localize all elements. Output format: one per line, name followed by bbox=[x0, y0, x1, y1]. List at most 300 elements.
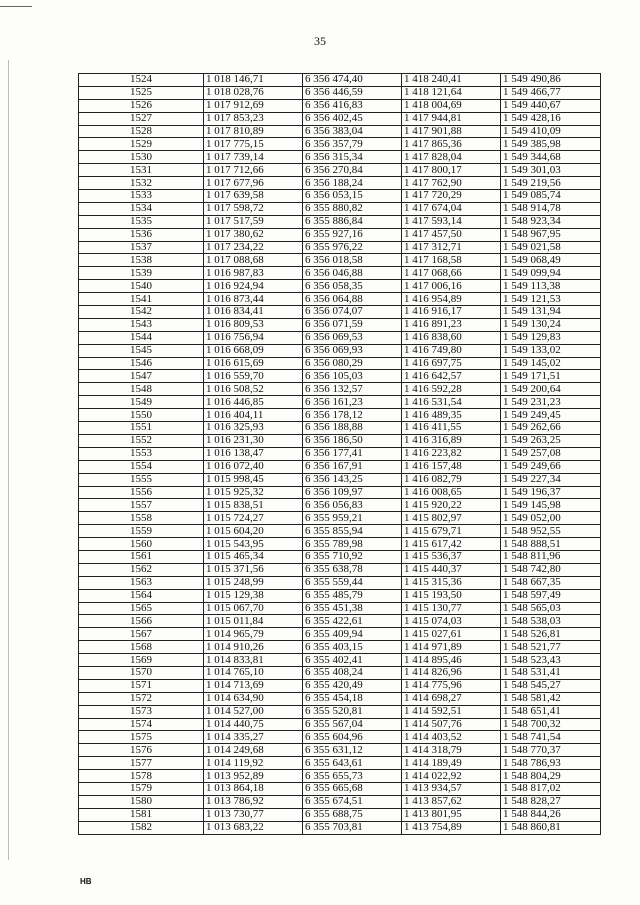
point-number-cell: 1571 bbox=[79, 679, 204, 692]
x1-cell: 1 017 088,68 bbox=[204, 254, 303, 267]
x2-cell: 1 413 801,95 bbox=[402, 808, 501, 821]
point-number-cell: 1531 bbox=[79, 164, 204, 177]
y2-cell: 1 548 565,03 bbox=[501, 602, 601, 615]
x2-cell: 1 414 189,49 bbox=[402, 757, 501, 770]
x2-cell: 1 414 775,96 bbox=[402, 679, 501, 692]
x1-cell: 1 016 404,11 bbox=[204, 409, 303, 422]
y2-cell: 1 548 967,95 bbox=[501, 228, 601, 241]
point-number-cell: 1549 bbox=[79, 396, 204, 409]
point-number-cell: 1532 bbox=[79, 177, 204, 190]
x1-cell: 1 017 677,96 bbox=[204, 177, 303, 190]
x1-cell: 1 017 598,72 bbox=[204, 202, 303, 215]
y1-cell: 6 355 665,68 bbox=[303, 782, 402, 795]
x1-cell: 1 014 119,92 bbox=[204, 757, 303, 770]
point-number-cell: 1563 bbox=[79, 576, 204, 589]
x1-cell: 1 014 335,27 bbox=[204, 731, 303, 744]
x2-cell: 1 414 971,89 bbox=[402, 641, 501, 654]
y2-cell: 1 549 129,83 bbox=[501, 331, 601, 344]
x1-cell: 1 013 786,92 bbox=[204, 795, 303, 808]
point-number-cell: 1552 bbox=[79, 434, 204, 447]
point-number-cell: 1534 bbox=[79, 202, 204, 215]
x1-cell: 1 018 146,71 bbox=[204, 74, 303, 87]
y2-cell: 1 549 200,64 bbox=[501, 383, 601, 396]
y1-cell: 6 355 643,61 bbox=[303, 757, 402, 770]
x2-cell: 1 417 312,71 bbox=[402, 241, 501, 254]
y2-cell: 1 549 113,38 bbox=[501, 280, 601, 293]
x2-cell: 1 413 754,89 bbox=[402, 821, 501, 834]
y1-cell: 6 355 520,81 bbox=[303, 705, 402, 718]
point-number-cell: 1541 bbox=[79, 293, 204, 306]
point-number-cell: 1560 bbox=[79, 538, 204, 551]
table-row bbox=[79, 473, 601, 486]
x2-cell: 1 416 008,65 bbox=[402, 486, 501, 499]
y2-cell: 1 548 844,26 bbox=[501, 808, 601, 821]
table-row bbox=[79, 228, 601, 241]
y2-cell: 1 549 133,02 bbox=[501, 344, 601, 357]
x1-cell: 1 014 527,00 bbox=[204, 705, 303, 718]
x2-cell: 1 413 857,62 bbox=[402, 795, 501, 808]
x1-cell: 1 014 440,75 bbox=[204, 718, 303, 731]
y2-cell: 1 548 742,80 bbox=[501, 563, 601, 576]
x1-cell: 1 015 838,51 bbox=[204, 499, 303, 512]
point-number-cell: 1573 bbox=[79, 705, 204, 718]
x1-cell: 1 016 834,41 bbox=[204, 306, 303, 319]
y1-cell: 6 356 105,03 bbox=[303, 370, 402, 383]
y1-cell: 6 355 638,78 bbox=[303, 563, 402, 576]
x2-cell: 1 416 642,57 bbox=[402, 370, 501, 383]
x2-cell: 1 417 865,36 bbox=[402, 138, 501, 151]
point-number-cell: 1578 bbox=[79, 770, 204, 783]
y1-cell: 6 355 880,82 bbox=[303, 202, 402, 215]
y1-cell: 6 356 167,91 bbox=[303, 460, 402, 473]
x2-cell: 1 414 592,51 bbox=[402, 705, 501, 718]
x1-cell: 1 015 604,20 bbox=[204, 525, 303, 538]
x1-cell: 1 014 249,68 bbox=[204, 744, 303, 757]
point-number-cell: 1553 bbox=[79, 447, 204, 460]
y1-cell: 6 356 074,07 bbox=[303, 306, 402, 319]
table-row bbox=[79, 138, 601, 151]
point-number-cell: 1561 bbox=[79, 550, 204, 563]
y2-cell: 1 548 667,35 bbox=[501, 576, 601, 589]
y2-cell: 1 548 817,02 bbox=[501, 782, 601, 795]
y2-cell: 1 549 196,37 bbox=[501, 486, 601, 499]
table-row bbox=[79, 151, 601, 164]
x2-cell: 1 415 536,37 bbox=[402, 550, 501, 563]
point-number-cell: 1565 bbox=[79, 602, 204, 615]
x1-cell: 1 015 248,99 bbox=[204, 576, 303, 589]
y2-cell: 1 548 531,41 bbox=[501, 666, 601, 679]
y1-cell: 6 355 559,44 bbox=[303, 576, 402, 589]
x2-cell: 1 416 697,75 bbox=[402, 357, 501, 370]
point-number-cell: 1536 bbox=[79, 228, 204, 241]
x2-cell: 1 417 901,88 bbox=[402, 125, 501, 138]
table-row bbox=[79, 615, 601, 628]
table-row bbox=[79, 267, 601, 280]
y2-cell: 1 548 581,42 bbox=[501, 692, 601, 705]
x2-cell: 1 415 130,77 bbox=[402, 602, 501, 615]
y1-cell: 6 356 143,25 bbox=[303, 473, 402, 486]
y1-cell: 6 355 655,73 bbox=[303, 770, 402, 783]
table-row bbox=[79, 318, 601, 331]
y2-cell: 1 549 301,03 bbox=[501, 164, 601, 177]
y1-cell: 6 356 383,04 bbox=[303, 125, 402, 138]
table-row bbox=[79, 306, 601, 319]
x2-cell: 1 414 022,92 bbox=[402, 770, 501, 783]
x1-cell: 1 014 833,81 bbox=[204, 654, 303, 667]
x2-cell: 1 417 828,04 bbox=[402, 151, 501, 164]
y1-cell: 6 355 408,24 bbox=[303, 666, 402, 679]
y2-cell: 1 548 923,34 bbox=[501, 215, 601, 228]
y2-cell: 1 549 085,74 bbox=[501, 190, 601, 203]
x1-cell: 1 016 809,53 bbox=[204, 318, 303, 331]
y2-cell: 1 549 052,00 bbox=[501, 512, 601, 525]
point-number-cell: 1527 bbox=[79, 112, 204, 125]
y1-cell: 6 355 789,98 bbox=[303, 538, 402, 551]
x2-cell: 1 415 617,42 bbox=[402, 538, 501, 551]
x2-cell: 1 414 507,76 bbox=[402, 718, 501, 731]
x1-cell: 1 016 138,47 bbox=[204, 447, 303, 460]
left-margin-line bbox=[8, 60, 9, 860]
table-row bbox=[79, 86, 601, 99]
point-number-cell: 1580 bbox=[79, 795, 204, 808]
table-row bbox=[79, 654, 601, 667]
x1-cell: 1 015 465,34 bbox=[204, 550, 303, 563]
table-row bbox=[79, 344, 601, 357]
x1-cell: 1 017 517,59 bbox=[204, 215, 303, 228]
x1-cell: 1 016 615,69 bbox=[204, 357, 303, 370]
y1-cell: 6 356 109,97 bbox=[303, 486, 402, 499]
table-row bbox=[79, 731, 601, 744]
y2-cell: 1 548 828,27 bbox=[501, 795, 601, 808]
table-row bbox=[79, 99, 601, 112]
y1-cell: 6 356 446,59 bbox=[303, 86, 402, 99]
point-number-cell: 1537 bbox=[79, 241, 204, 254]
x1-cell: 1 016 873,44 bbox=[204, 293, 303, 306]
table-row bbox=[79, 434, 601, 447]
y2-cell: 1 548 526,81 bbox=[501, 628, 601, 641]
point-number-cell: 1529 bbox=[79, 138, 204, 151]
y2-cell: 1 549 219,56 bbox=[501, 177, 601, 190]
y1-cell: 6 356 046,88 bbox=[303, 267, 402, 280]
coordinates-table bbox=[78, 73, 601, 835]
point-number-cell: 1557 bbox=[79, 499, 204, 512]
table-row bbox=[79, 396, 601, 409]
y2-cell: 1 549 385,98 bbox=[501, 138, 601, 151]
table-row bbox=[79, 357, 601, 370]
x2-cell: 1 414 403,52 bbox=[402, 731, 501, 744]
x2-cell: 1 416 082,79 bbox=[402, 473, 501, 486]
x2-cell: 1 416 838,60 bbox=[402, 331, 501, 344]
x1-cell: 1 014 713,69 bbox=[204, 679, 303, 692]
point-number-cell: 1528 bbox=[79, 125, 204, 138]
y2-cell: 1 548 545,27 bbox=[501, 679, 601, 692]
x2-cell: 1 414 318,79 bbox=[402, 744, 501, 757]
point-number-cell: 1576 bbox=[79, 744, 204, 757]
x1-cell: 1 017 639,58 bbox=[204, 190, 303, 203]
point-number-cell: 1568 bbox=[79, 641, 204, 654]
y1-cell: 6 355 451,38 bbox=[303, 602, 402, 615]
x2-cell: 1 415 315,36 bbox=[402, 576, 501, 589]
point-number-cell: 1545 bbox=[79, 344, 204, 357]
point-number-cell: 1530 bbox=[79, 151, 204, 164]
y2-cell: 1 548 804,29 bbox=[501, 770, 601, 783]
x1-cell: 1 016 987,83 bbox=[204, 267, 303, 280]
x1-cell: 1 016 446,85 bbox=[204, 396, 303, 409]
x2-cell: 1 414 698,27 bbox=[402, 692, 501, 705]
table-row bbox=[79, 280, 601, 293]
y1-cell: 6 356 416,83 bbox=[303, 99, 402, 112]
y1-cell: 6 356 270,84 bbox=[303, 164, 402, 177]
table-row bbox=[79, 486, 601, 499]
y2-cell: 1 549 257,08 bbox=[501, 447, 601, 460]
point-number-cell: 1551 bbox=[79, 422, 204, 435]
x1-cell: 1 016 924,94 bbox=[204, 280, 303, 293]
table-row bbox=[79, 177, 601, 190]
x1-cell: 1 015 543,95 bbox=[204, 538, 303, 551]
table-row bbox=[79, 512, 601, 525]
x2-cell: 1 416 891,23 bbox=[402, 318, 501, 331]
x2-cell: 1 415 679,71 bbox=[402, 525, 501, 538]
x1-cell: 1 017 775,15 bbox=[204, 138, 303, 151]
y2-cell: 1 548 651,41 bbox=[501, 705, 601, 718]
y2-cell: 1 548 952,55 bbox=[501, 525, 601, 538]
x2-cell: 1 417 168,58 bbox=[402, 254, 501, 267]
x1-cell: 1 013 864,18 bbox=[204, 782, 303, 795]
y1-cell: 6 355 976,22 bbox=[303, 241, 402, 254]
y2-cell: 1 549 263,25 bbox=[501, 434, 601, 447]
point-number-cell: 1566 bbox=[79, 615, 204, 628]
point-number-cell: 1538 bbox=[79, 254, 204, 267]
table-row bbox=[79, 795, 601, 808]
y1-cell: 6 355 688,75 bbox=[303, 808, 402, 821]
y1-cell: 6 356 188,88 bbox=[303, 422, 402, 435]
y1-cell: 6 356 069,53 bbox=[303, 331, 402, 344]
table-row bbox=[79, 112, 601, 125]
x1-cell: 1 014 765,10 bbox=[204, 666, 303, 679]
x2-cell: 1 418 121,64 bbox=[402, 86, 501, 99]
y1-cell: 6 355 927,16 bbox=[303, 228, 402, 241]
table-row bbox=[79, 757, 601, 770]
table-row bbox=[79, 538, 601, 551]
table-row bbox=[79, 447, 601, 460]
point-number-cell: 1546 bbox=[79, 357, 204, 370]
point-number-cell: 1544 bbox=[79, 331, 204, 344]
point-number-cell: 1543 bbox=[79, 318, 204, 331]
table-row bbox=[79, 164, 601, 177]
x2-cell: 1 416 531,54 bbox=[402, 396, 501, 409]
x1-cell: 1 014 634,90 bbox=[204, 692, 303, 705]
x2-cell: 1 417 944,81 bbox=[402, 112, 501, 125]
y1-cell: 6 356 177,41 bbox=[303, 447, 402, 460]
table-row bbox=[79, 550, 601, 563]
x1-cell: 1 015 011,84 bbox=[204, 615, 303, 628]
x1-cell: 1 016 559,70 bbox=[204, 370, 303, 383]
x1-cell: 1 015 129,38 bbox=[204, 589, 303, 602]
table-row bbox=[79, 383, 601, 396]
point-number-cell: 1542 bbox=[79, 306, 204, 319]
table-row bbox=[79, 190, 601, 203]
point-number-cell: 1555 bbox=[79, 473, 204, 486]
x2-cell: 1 414 826,96 bbox=[402, 666, 501, 679]
y2-cell: 1 548 597,49 bbox=[501, 589, 601, 602]
x1-cell: 1 013 730,77 bbox=[204, 808, 303, 821]
table-row bbox=[79, 499, 601, 512]
y2-cell: 1 549 490,86 bbox=[501, 74, 601, 87]
y1-cell: 6 356 064,88 bbox=[303, 293, 402, 306]
y1-cell: 6 355 567,04 bbox=[303, 718, 402, 731]
y1-cell: 6 356 018,58 bbox=[303, 254, 402, 267]
table-row bbox=[79, 782, 601, 795]
y2-cell: 1 549 130,24 bbox=[501, 318, 601, 331]
y1-cell: 6 356 053,15 bbox=[303, 190, 402, 203]
x2-cell: 1 417 720,29 bbox=[402, 190, 501, 203]
x2-cell: 1 415 193,50 bbox=[402, 589, 501, 602]
x1-cell: 1 015 724,27 bbox=[204, 512, 303, 525]
x2-cell: 1 418 004,69 bbox=[402, 99, 501, 112]
x2-cell: 1 417 006,16 bbox=[402, 280, 501, 293]
x2-cell: 1 416 916,17 bbox=[402, 306, 501, 319]
y2-cell: 1 548 888,51 bbox=[501, 538, 601, 551]
y1-cell: 6 356 402,45 bbox=[303, 112, 402, 125]
y1-cell: 6 355 959,21 bbox=[303, 512, 402, 525]
x1-cell: 1 015 998,45 bbox=[204, 473, 303, 486]
x1-cell: 1 017 234,22 bbox=[204, 241, 303, 254]
y1-cell: 6 355 886,84 bbox=[303, 215, 402, 228]
y1-cell: 6 355 604,96 bbox=[303, 731, 402, 744]
x1-cell: 1 014 965,79 bbox=[204, 628, 303, 641]
x1-cell: 1 016 072,40 bbox=[204, 460, 303, 473]
x2-cell: 1 415 027,61 bbox=[402, 628, 501, 641]
y1-cell: 6 355 420,49 bbox=[303, 679, 402, 692]
y1-cell: 6 356 188,24 bbox=[303, 177, 402, 190]
point-number-cell: 1575 bbox=[79, 731, 204, 744]
x2-cell: 1 415 440,37 bbox=[402, 563, 501, 576]
point-number-cell: 1572 bbox=[79, 692, 204, 705]
point-number-cell: 1562 bbox=[79, 563, 204, 576]
y2-cell: 1 549 121,53 bbox=[501, 293, 601, 306]
table-row bbox=[79, 718, 601, 731]
point-number-cell: 1581 bbox=[79, 808, 204, 821]
table-row bbox=[79, 370, 601, 383]
point-number-cell: 1567 bbox=[79, 628, 204, 641]
y2-cell: 1 549 249,45 bbox=[501, 409, 601, 422]
table-row bbox=[79, 563, 601, 576]
point-number-cell: 1554 bbox=[79, 460, 204, 473]
x1-cell: 1 015 371,56 bbox=[204, 563, 303, 576]
point-number-cell: 1564 bbox=[79, 589, 204, 602]
x2-cell: 1 417 762,90 bbox=[402, 177, 501, 190]
x2-cell: 1 417 068,66 bbox=[402, 267, 501, 280]
x2-cell: 1 416 157,48 bbox=[402, 460, 501, 473]
y2-cell: 1 548 860,81 bbox=[501, 821, 601, 834]
x2-cell: 1 417 674,04 bbox=[402, 202, 501, 215]
x2-cell: 1 416 223,82 bbox=[402, 447, 501, 460]
y1-cell: 6 355 422,61 bbox=[303, 615, 402, 628]
y2-cell: 1 549 227,34 bbox=[501, 473, 601, 486]
x2-cell: 1 418 240,41 bbox=[402, 74, 501, 87]
x1-cell: 1 013 952,89 bbox=[204, 770, 303, 783]
x1-cell: 1 014 910,26 bbox=[204, 641, 303, 654]
x2-cell: 1 415 802,97 bbox=[402, 512, 501, 525]
y1-cell: 6 356 357,79 bbox=[303, 138, 402, 151]
table-row bbox=[79, 202, 601, 215]
y1-cell: 6 355 631,12 bbox=[303, 744, 402, 757]
y2-cell: 1 549 466,77 bbox=[501, 86, 601, 99]
y2-cell: 1 548 700,32 bbox=[501, 718, 601, 731]
y1-cell: 6 356 132,57 bbox=[303, 383, 402, 396]
y1-cell: 6 356 056,83 bbox=[303, 499, 402, 512]
x1-cell: 1 018 028,76 bbox=[204, 86, 303, 99]
x1-cell: 1 017 380,62 bbox=[204, 228, 303, 241]
point-number-cell: 1559 bbox=[79, 525, 204, 538]
point-number-cell: 1577 bbox=[79, 757, 204, 770]
point-number-cell: 1525 bbox=[79, 86, 204, 99]
y2-cell: 1 549 428,16 bbox=[501, 112, 601, 125]
y1-cell: 6 355 855,94 bbox=[303, 525, 402, 538]
footer-initials: НВ bbox=[80, 877, 92, 886]
table-row bbox=[79, 705, 601, 718]
top-edge-rule bbox=[0, 6, 32, 7]
point-number-cell: 1547 bbox=[79, 370, 204, 383]
point-number-cell: 1574 bbox=[79, 718, 204, 731]
x1-cell: 1 017 739,14 bbox=[204, 151, 303, 164]
table-row bbox=[79, 254, 601, 267]
point-number-cell: 1569 bbox=[79, 654, 204, 667]
x2-cell: 1 416 592,28 bbox=[402, 383, 501, 396]
x2-cell: 1 416 411,55 bbox=[402, 422, 501, 435]
y2-cell: 1 548 538,03 bbox=[501, 615, 601, 628]
y2-cell: 1 548 770,37 bbox=[501, 744, 601, 757]
x2-cell: 1 413 934,57 bbox=[402, 782, 501, 795]
table-row bbox=[79, 692, 601, 705]
y2-cell: 1 549 145,02 bbox=[501, 357, 601, 370]
y1-cell: 6 355 703,81 bbox=[303, 821, 402, 834]
x1-cell: 1 016 325,93 bbox=[204, 422, 303, 435]
y2-cell: 1 549 021,58 bbox=[501, 241, 601, 254]
y2-cell: 1 549 344,68 bbox=[501, 151, 601, 164]
x1-cell: 1 017 810,89 bbox=[204, 125, 303, 138]
y2-cell: 1 549 171,51 bbox=[501, 370, 601, 383]
table-row bbox=[79, 576, 601, 589]
x1-cell: 1 017 712,66 bbox=[204, 164, 303, 177]
point-number-cell: 1582 bbox=[79, 821, 204, 834]
point-number-cell: 1550 bbox=[79, 409, 204, 422]
point-number-cell: 1535 bbox=[79, 215, 204, 228]
y1-cell: 6 355 403,15 bbox=[303, 641, 402, 654]
point-number-cell: 1540 bbox=[79, 280, 204, 293]
x2-cell: 1 414 895,46 bbox=[402, 654, 501, 667]
y2-cell: 1 548 914,78 bbox=[501, 202, 601, 215]
y2-cell: 1 548 811,96 bbox=[501, 550, 601, 563]
table-row bbox=[79, 679, 601, 692]
table-row bbox=[79, 628, 601, 641]
table-row bbox=[79, 293, 601, 306]
y1-cell: 6 356 315,34 bbox=[303, 151, 402, 164]
table-row bbox=[79, 331, 601, 344]
y2-cell: 1 549 231,23 bbox=[501, 396, 601, 409]
point-number-cell: 1524 bbox=[79, 74, 204, 87]
y2-cell: 1 549 262,66 bbox=[501, 422, 601, 435]
y1-cell: 6 355 710,92 bbox=[303, 550, 402, 563]
x2-cell: 1 415 074,03 bbox=[402, 615, 501, 628]
x2-cell: 1 416 749,80 bbox=[402, 344, 501, 357]
x1-cell: 1 017 912,69 bbox=[204, 99, 303, 112]
page-number: 35 bbox=[314, 34, 326, 48]
x2-cell: 1 417 593,14 bbox=[402, 215, 501, 228]
table-row bbox=[79, 525, 601, 538]
y1-cell: 6 356 178,12 bbox=[303, 409, 402, 422]
x1-cell: 1 017 853,23 bbox=[204, 112, 303, 125]
